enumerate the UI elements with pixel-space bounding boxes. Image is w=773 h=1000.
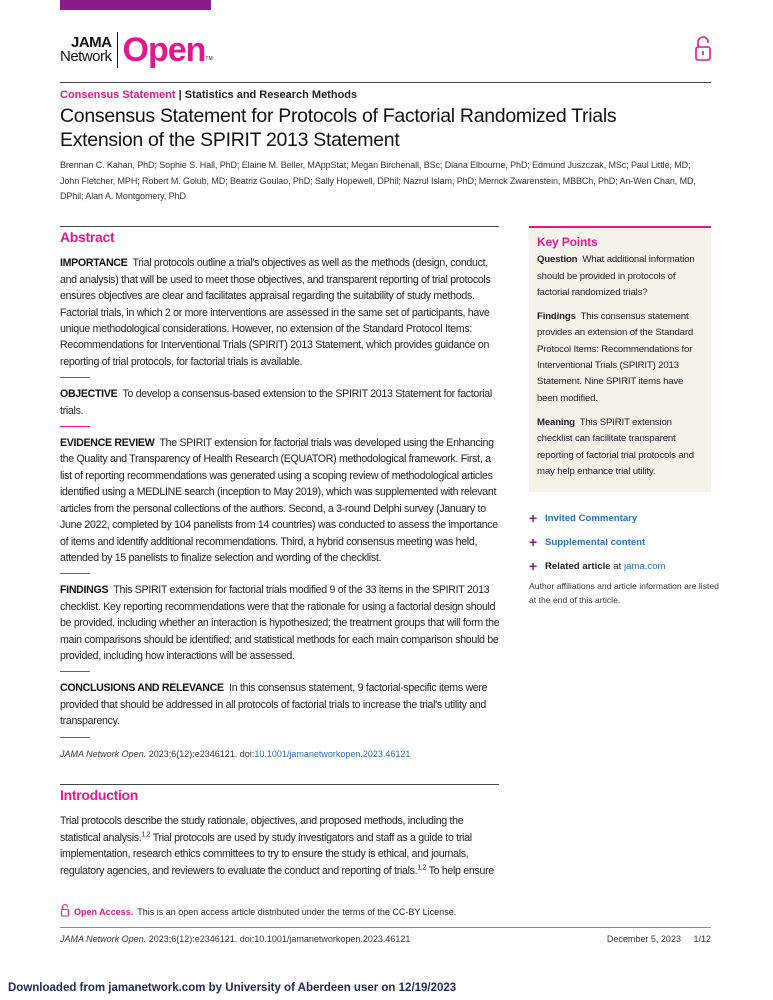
doi-link[interactable]: 10.1001/jamanetworkopen.2023.46121 — [254, 748, 411, 759]
link-label[interactable]: Invited Commentary — [545, 512, 638, 524]
section-label: FINDINGS — [60, 584, 109, 597]
section-label: IMPORTANCE — [60, 257, 128, 270]
abstract-importance — [60, 255, 500, 370]
introduction-rule — [60, 784, 499, 785]
divider — [60, 426, 90, 427]
related-article-link[interactable] — [529, 554, 719, 578]
article-title — [60, 104, 616, 152]
open-lock-icon — [694, 36, 712, 67]
section-text: In this consensus statement, 9 factorial-specific items were provided that should be addressed in all protocols of factorial trials to increase the trial's utility and transparency. — [60, 682, 488, 728]
divider — [60, 573, 90, 574]
footer-citation-text: 2023;6(12):e2346121. doi:10.1001/jamanetworkopen.2023.46121 — [148, 934, 411, 944]
download-notice: Downloaded from jamanetwork.com by University of Aberdeen user on 12/19/2023 — [8, 982, 457, 994]
sidebar-column — [529, 226, 719, 607]
section-label: CONCLUSIONS AND RELEVANCE — [60, 682, 224, 695]
logo-jama: JAMA — [71, 34, 112, 51]
category-separator: | — [178, 89, 182, 101]
article-topic: Statistics and Research Methods — [184, 89, 358, 101]
link-label[interactable]: Supplemental content — [545, 536, 646, 548]
kp-text: What additional information should be provided in protocols of factorial randomized trials? — [537, 254, 695, 298]
open-lock-icon — [60, 904, 70, 919]
footer-citation — [60, 934, 410, 944]
abstract-findings — [60, 582, 500, 664]
top-color-bar — [60, 0, 211, 10]
intro-text: Trial protocols are used by study investigators and staff as a guide to trial implementation, research ethics committees to try to ensure the study is ethical, and journals, regulatory agencies, and reviewers to evaluate the conduct and reporting of trials. — [60, 831, 472, 877]
divider — [60, 671, 90, 672]
section-label: EVIDENCE REVIEW — [60, 437, 155, 450]
open-access-label: Open Access. — [74, 906, 134, 917]
reference[interactable]: 1,2 — [141, 831, 151, 839]
abstract-citation — [60, 746, 500, 762]
abstract — [60, 229, 500, 762]
logo-divider — [117, 32, 118, 68]
section-text: The SPIRIT extension for factorial trials was developed using the Enhancing the Quality and Transparency of Health Research (EQUATOR) methodological framework. First, a list of reporting recommendations was generated using a scoping review of methodological articles identified using a MEDLINE search (inception to May 2019), which was supplemented with relevant articles from the personal collections of the authors. Second, a 3-round Delphi survey (January to June 2022, completed by 104 panelists from 14 countries) was conducted to assess the importance of items and identify additional recommendations. Third, a hybrid consensus meeting was held, attended by 15 panelists to finalize selection and wording of the checklist. — [60, 437, 498, 564]
kp-label: Findings — [537, 311, 576, 323]
key-point-findings — [537, 309, 703, 407]
kp-label: Meaning — [537, 416, 575, 428]
footer-journal: JAMA Network Open. — [60, 934, 147, 944]
intro-text: Trial protocols describe the study rationale, objectives, and proposed methods, including the statistical analysis. — [60, 815, 464, 844]
divider — [60, 737, 90, 738]
open-access-note — [60, 904, 711, 919]
citation-journal: JAMA Network Open. — [60, 748, 147, 759]
plus-icon: + — [529, 510, 538, 527]
article-type: Consensus Statement — [60, 89, 176, 101]
section-label: OBJECTIVE — [60, 388, 118, 401]
introduction-heading: Introduction — [60, 786, 139, 803]
key-points-box — [529, 226, 711, 492]
title-subtitle: Extension of the SPIRIT 2013 Statement — [60, 129, 400, 151]
footer-rule — [60, 927, 711, 928]
intro-text: To help ensure — [426, 864, 494, 877]
section-text: To develop a consensus-based extension to the SPIRIT 2013 Statement for factorial trials. — [60, 388, 492, 417]
author-list: Brennan C. Kahan, PhD; Sophie S. Hall, PhD; Elaine M. Beller, MAppStat; Megan Birchenall, BSc; Diana Elbourne, PhD; Edmund Juszczak, MSc; Paul Little, MD; John Fletcher, MPH; Robert M. Golub, MD; Beatriz Goulao, PhD; Sally Hopewell, DPhil; Nazrul Islam, PhD; Merrick Zwarenstein, MBBCh, PhD; An-Wen Chan, MD, DPhil; Alan A. Montgomery, PhD — [60, 160, 696, 201]
supplemental-content-link[interactable] — [529, 530, 719, 554]
page-number: 1/12 — [693, 934, 711, 944]
logo-network: Network — [60, 48, 112, 65]
kp-label: Question — [537, 254, 578, 266]
logo-open: Open — [122, 30, 206, 69]
abstract-heading: Abstract — [60, 229, 115, 245]
jama-link[interactable]: jama.com — [623, 560, 666, 572]
open-access-text: This is an open access article distributed under the terms of the CC-BY License. — [137, 906, 457, 917]
abstract-evidence-review — [60, 435, 500, 566]
abstract-objective — [60, 386, 500, 419]
key-points-heading: Key Points — [537, 235, 598, 249]
divider — [60, 377, 90, 378]
reference[interactable]: 1,2 — [417, 864, 427, 872]
title-main: Consensus Statement for Protocols of Factorial Randomized Trials — [60, 105, 617, 127]
plus-icon: + — [529, 534, 538, 551]
citation-details: 2023;6(12):e2346121. doi: — [148, 748, 255, 759]
section-text: This SPIRIT extension for factorial trials modified 9 of the 33 items in the SPIRIT 2013 checklist. Key reporting recommendations were that the rationale for using a factorial design should be provided, including whether an interaction is hypothesized; the treatment groups that will form the main comparisons should be identified; and statistical methods for each main comparison should be provided, including how interactions will be assessed. — [60, 584, 500, 662]
footer-right — [607, 934, 711, 944]
link-at: at — [613, 560, 622, 572]
key-point-meaning — [537, 415, 703, 480]
section-text: Trial protocols outline a trial's objectives as well as the methods (design, conduct, and analysis) that will be used to meet those objectives, and transparent reporting of trial protocols ensures objectives are clear and facilitates appraisal regarding the suitability of study methods. Factorial trials, in which 2 or more interventions are assessed in the same set of participants, have unique methodological considerations. However, no extension of the Standard Protocol Items: Recommendations for Interventional Trials (SPIRIT) 2013 Statement, which provides guidance on reporting of trial protocols, for factorial trials is available. — [60, 257, 491, 368]
article-category — [60, 89, 357, 101]
logo-tm: TM — [205, 56, 213, 62]
introduction — [60, 784, 500, 892]
journal-logo — [60, 30, 213, 70]
kp-text: This consensus statement provides an extension of the Standard Protocol Items: Recommendations for Interventional Trials (SPIRIT) 2013 Statement. Nine SPIRIT items have been modified. — [537, 311, 694, 404]
abstract-rule — [60, 226, 499, 227]
page-footer — [60, 934, 711, 944]
invited-commentary-link[interactable] — [529, 506, 719, 530]
related-links — [529, 506, 719, 607]
header-rule — [60, 82, 711, 83]
affiliations-note: Author affiliations and article information are listed at the end of this article. — [529, 581, 719, 605]
abstract-conclusions — [60, 680, 500, 729]
plus-icon: + — [529, 558, 538, 575]
link-label: Related article — [545, 560, 611, 572]
footer-date: December 5, 2023 — [606, 934, 681, 944]
key-point-question — [537, 252, 703, 301]
introduction-text — [60, 813, 500, 879]
kp-text: This SPIRIT extension checklist can facilitate transparent reporting of factorial trial protocols and may help enhance trial utility. — [537, 416, 694, 477]
